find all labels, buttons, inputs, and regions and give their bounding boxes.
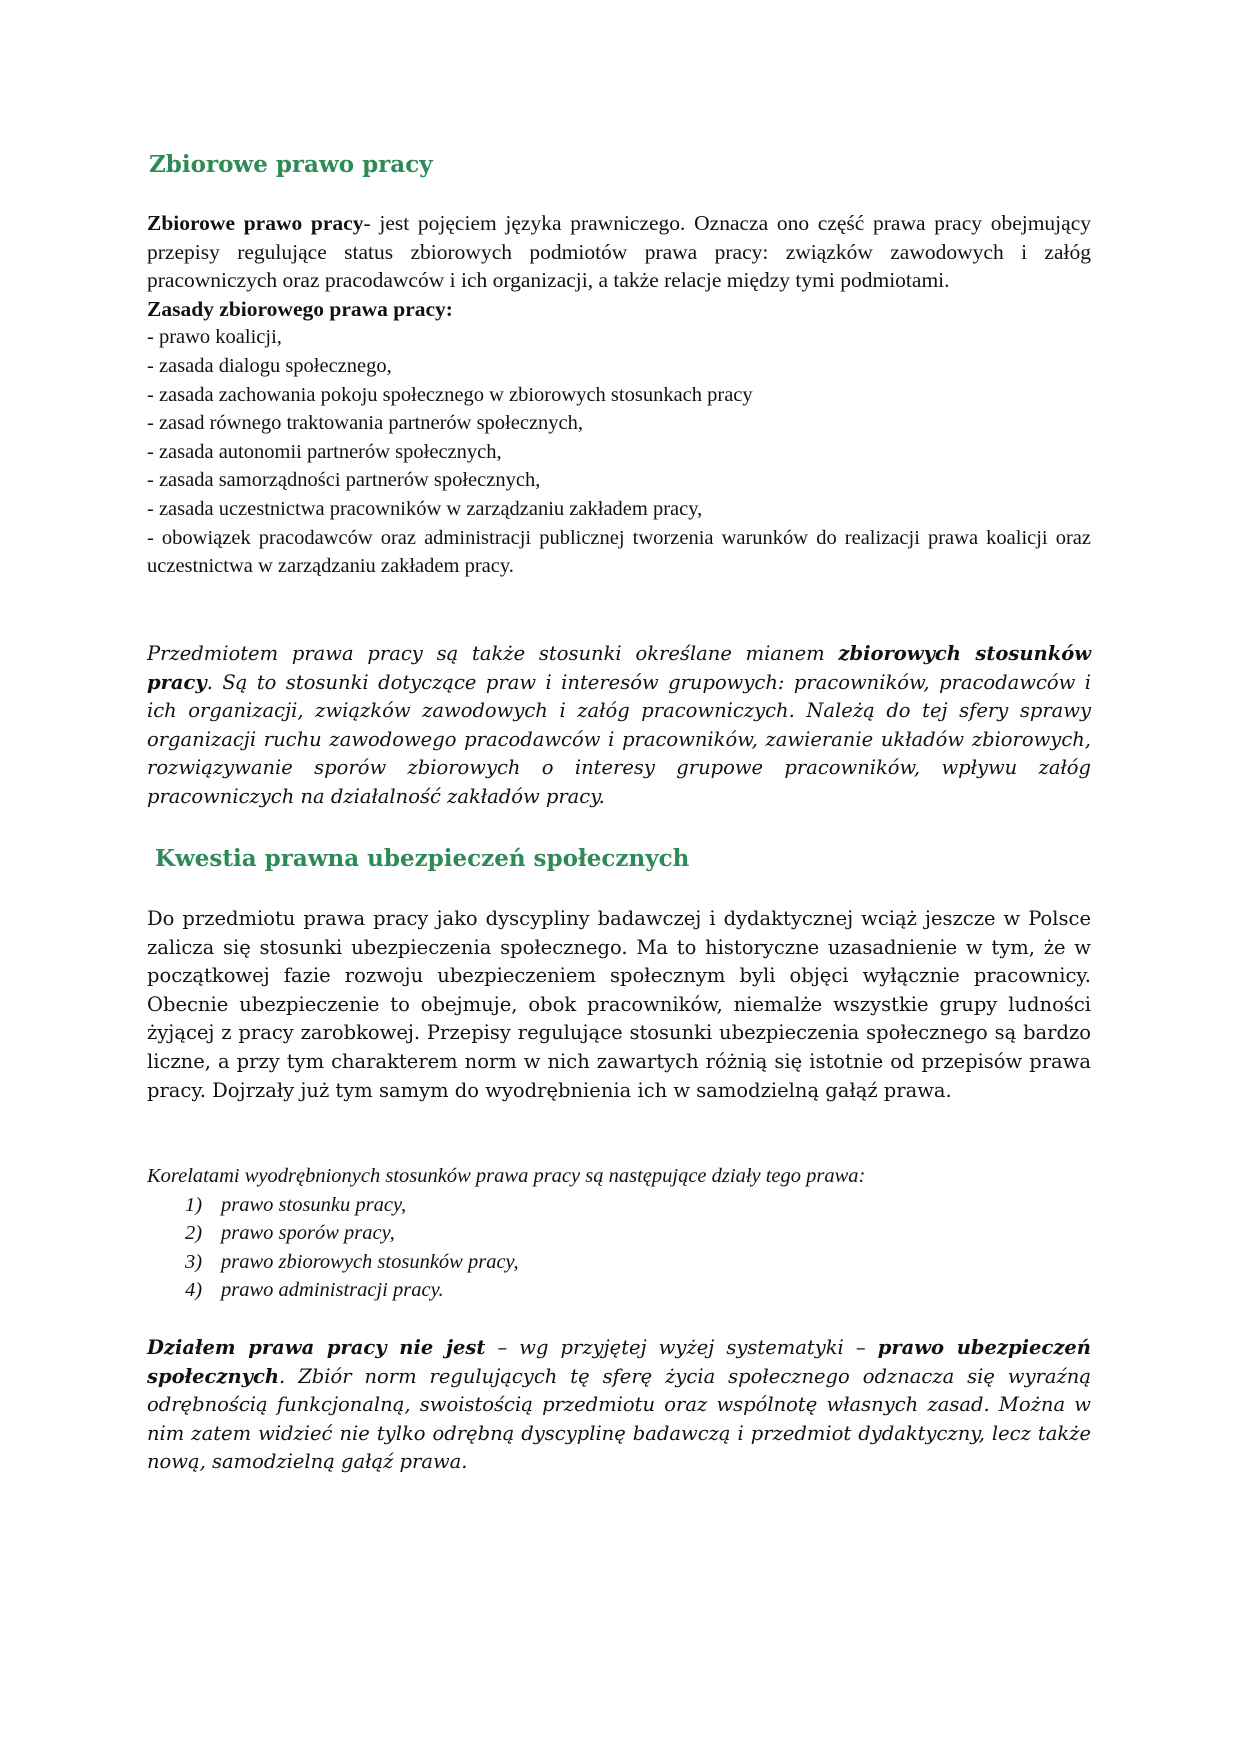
collective-relations-paragraph <box>147 640 1091 812</box>
list-text: prawo sporów pracy, <box>221 1222 395 1245</box>
list-item: - zasada dialogu społecznego, <box>147 354 392 377</box>
correlates-intro: Korelatami wyodrębnionych stosunków prawa pracy są następujące działy tego prawa: <box>147 1165 866 1187</box>
list-number: 1) <box>185 1193 203 1216</box>
definition-paragraph <box>147 209 1091 295</box>
paragraph-text: . Są to stosunki dotyczące praw i interesów grupowych: pracowników, pracodawców i ich organizacji, związków zawodowych i załóg pracowniczych. Należą do tej sfery sprawy organizacji ruchu zawodowego pracodawców i pracowników, zawieranie układów zbiorowych, rozwiązywanie sporów zbiorowych o interesy grupowe pracowników, wpływu załóg pracowniczych na działalność zakładów pracy. <box>147 670 1091 808</box>
paragraph-emphasis: Działem prawa pracy nie jest <box>147 1336 486 1359</box>
definition-term: Zbiorowe prawo pracy <box>147 211 364 235</box>
list-item: - prawo koalicji, <box>147 326 282 349</box>
heading-zbiorowe-prawo-pracy: Zbiorowe prawo pracy <box>149 151 433 178</box>
definition-text: - jest pojęciem języka prawniczego. Oznacza ono część prawa pracy obejmujący przepisy regulujące status zbiorowych podmiotów prawa pracy: związków zawodowych i załóg pracowniczych oraz pracodawców i ich organizacji, a także relacje między tymi podmiotami. <box>147 211 1091 293</box>
principles-heading-text: Zasady zbiorowego prawa pracy: <box>147 296 453 321</box>
list-item <box>185 1248 1091 1277</box>
social-insurance-block <box>147 905 1091 1105</box>
list-item <box>185 1219 1091 1248</box>
list-item <box>185 1191 1091 1220</box>
list-item: - zasada uczestnictwa pracowników w zarządzaniu zakładem pracy, <box>147 497 703 520</box>
paragraph-emphasis: prawo ubezpieczeń społecznych <box>147 1336 1091 1388</box>
list-item: - zasada autonomii partnerów społecznych, <box>147 440 502 463</box>
principles-list <box>147 323 1091 580</box>
correlates-list <box>147 1191 1091 1305</box>
paragraph-text: Przedmiotem prawa pracy są także stosunki określane mianem <box>147 642 839 665</box>
principles-heading <box>147 295 1091 324</box>
list-number: 3) <box>185 1250 203 1273</box>
heading-kwestia-prawna: Kwestia prawna ubezpieczeń społecznych <box>155 845 690 872</box>
paragraph-emphasis: zbiorowych stosunków pracy <box>147 642 1091 694</box>
definition-block <box>147 209 1091 581</box>
list-item: - obowiązek pracodawców oraz administracji publicznej tworzenia warunków do realizacji prawa koalicji oraz uczestnictwa w zarządzaniu zakładem pracy. <box>147 526 1091 578</box>
italic-paragraph-block <box>147 640 1091 812</box>
social-insurance-paragraph: Do przedmiotu prawa pracy jako dyscypliny badawczej i dydaktycznej wciąż jeszcze w Polsce zalicza się stosunki ubezpieczenia społecznego. Ma to historyczne uzasadnienie w tym, że w początkowej fazie rozwoju ubezpieczeniem społecznym byli objęci wyłącznie pracownicy. Obecnie ubezpieczenie to obejmuje, obok pracowników, niemalże wszystkie grupy ludności żyjącej z pracy zarobkowej. Przepisy regulujące stosunki ubezpieczenia społecznego są bardzo liczne, a przy tym charakterem norm w nich zawartych różnią się istotnie od przepisów prawa pracy. Dojrzały już tym samym do wyodrębnienia ich w samodzielną gałąź prawa. <box>147 907 1091 1102</box>
paragraph-text: – wg przyjętej wyżej systematyki – <box>485 1336 878 1359</box>
list-item: - zasad równego traktowania partnerów społecznych, <box>147 412 584 435</box>
list-text: prawo stosunku pracy, <box>221 1193 407 1216</box>
list-text: prawo administracji pracy. <box>221 1279 444 1302</box>
list-number: 2) <box>185 1222 203 1245</box>
final-paragraph-block <box>147 1334 1091 1477</box>
paragraph-text: . Zbiór norm regulujących tę sferę życia społecznego odznacza się wyraźną odrębnością funkcjonalną, swoistością przedmiotu oraz wspólnotę własnych zasad. Można w nim zatem widzieć nie tylko odrębną dyscyplinę badawczą i przedmiot dydaktyczny, lecz także nową, samodzielną gałąź prawa. <box>147 1364 1091 1474</box>
correlates-block <box>147 1162 1091 1305</box>
list-item <box>185 1276 1091 1305</box>
list-item: - zasada zachowania pokoju społecznego w zbiorowych stosunkach pracy <box>147 383 753 406</box>
list-text: prawo zbiorowych stosunków pracy, <box>221 1250 519 1273</box>
final-paragraph <box>147 1334 1091 1477</box>
list-number: 4) <box>185 1279 203 1302</box>
list-item: - zasada samorządności partnerów społecznych, <box>147 469 541 492</box>
